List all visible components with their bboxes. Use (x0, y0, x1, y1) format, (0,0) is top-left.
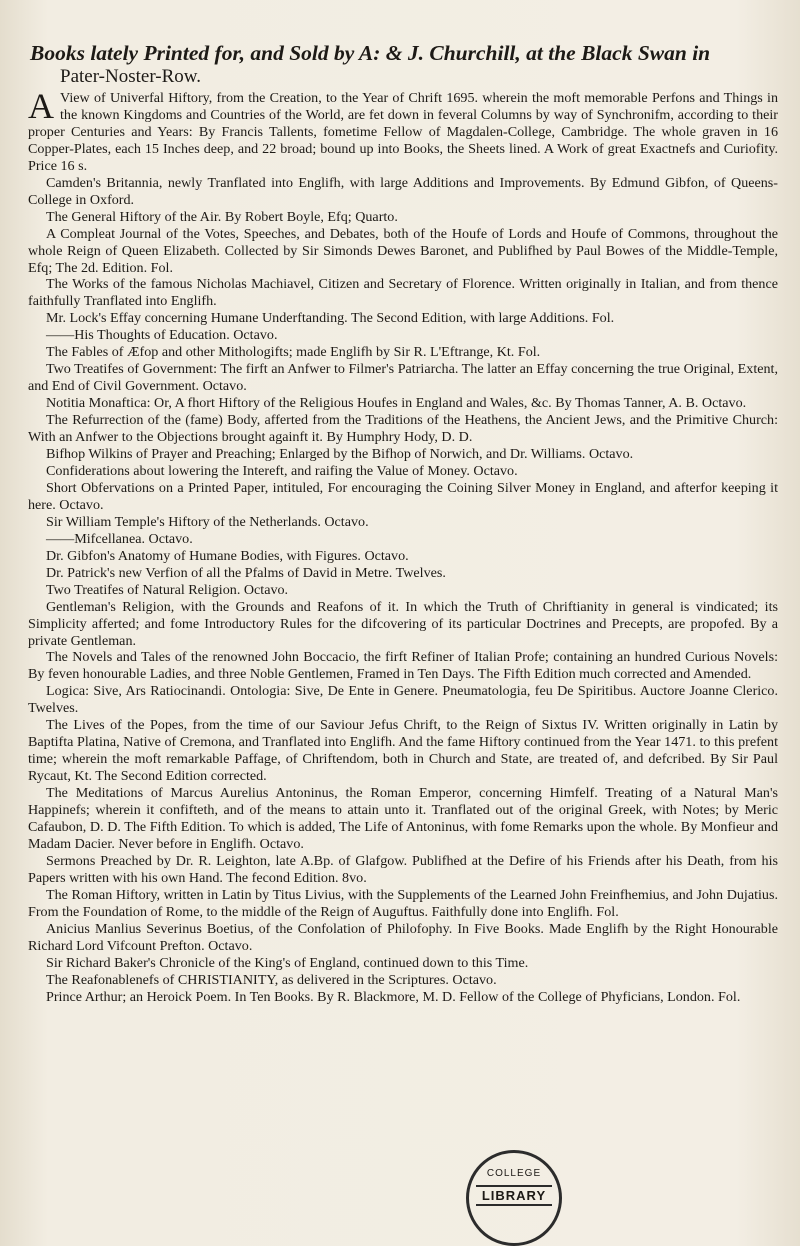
book-entry: The Novels and Tales of the renowned John Boccacio, the firft Refiner of Italian Profe; containing an hundred Curious Novels: By feven honourable Ladies, and three Noble Gentlemen, Framed in Ten Days. The Fifth Edition much corrected and Amended. (28, 649, 778, 683)
book-entry: Confiderations about lowering the Intereft, and raifing the Value of Money. Octavo. (46, 462, 518, 479)
book-list (28, 86, 778, 1005)
book-entry: Two Treatifes of Natural Religion. Octavo. (46, 581, 289, 598)
page-header: Books lately Printed for, and Sold by A: & J. Churchill, at the Black Swan in (30, 41, 711, 65)
stamp-label: LIBRARY (476, 1185, 552, 1206)
book-entry: ——Mifcellanea. Octavo. (46, 530, 193, 547)
book-entry: Prince Arthur; an Heroick Poem. In Ten Books. By R. Blackmore, M. D. Fellow of the College of Phyficians, London. Fol. (46, 988, 741, 1005)
book-entry: Dr. Gibfon's Anatomy of Humane Bodies, with Figures. Octavo. (46, 547, 409, 564)
book-entry: Camden's Britannia, newly Tranflated into Englifh, with large Additions and Improvements. By Edmund Gibfon, of Queens-College in Oxford. (28, 174, 778, 208)
book-entry: Logica: Sive, Ars Ratiocinandi. Ontologia: Sive, De Ente in Genere. Pneumatologia, feu De Spiritibus. Auctore Joanne Clerico. Twelves. (28, 683, 778, 717)
book-entry: Short Obfervations on a Printed Paper, intituled, For encouraging the Coining Silver Money in England, and afterfor keeping it here. Octavo. (28, 479, 778, 513)
book-entry: The Lives of the Popes, from the time of our Saviour Jefus Chrift, to the Reign of Sixtus IV. Written originally in Latin by Baptifta Platina, Native of Cremona, and Tranflated into Englifh. And the fame Hiftory continued from the Year 1471. to this prefent time; wherein the moft remarkable Paffage, of Chriftendom, both in Church and State, are treated of, and defcribed. By Sir Paul Rycaut, Kt. The Second Edition corrected. (28, 717, 778, 785)
book-entry: Mr. Lock's Effay concerning Humane Underftanding. The Second Edition, with large Additions. Fol. (46, 310, 615, 327)
book-entry: The Reafonablenefs of CHRISTIANITY, as delivered in the Scriptures. Octavo. (46, 971, 497, 988)
book-entry: Anicius Manlius Severinus Boetius, of the Confolation of Philofophy. In Five Books. Made Englifh by the Right Honourable Richard Lord Vifcount Prefton. Octavo. (28, 920, 778, 954)
book-entry: A Compleat Journal of the Votes, Speeches, and Debates, both of the Houfe of Lords and Houfe of Commons, throughout the whole Reign of Queen Elizabeth. Collected by Sir Simonds Dewes Baronet, and Publifhed by Paul Bowes of the Middle-Temple, Efq; The 2d. Edition. Fol. (28, 225, 778, 276)
book-entry: Sir Richard Baker's Chronicle of the King's of England, continued down to this Time. (46, 954, 529, 971)
book-entry: Sermons Preached by Dr. R. Leighton, late A.Bp. of Glafgow. Publifhed at the Defire of his Friends after his Death, from his Papers written with his own Hand. The fecond Edition. 8vo. (28, 852, 778, 886)
book-entry: The Refurrection of the (fame) Body, afferted from the Traditions of the Heathens, the Ancient Jews, and the Primitive Church: With an Anfwer to the Objections brought againft it. By Humphry Hody, D. D. (28, 412, 778, 446)
book-entry: Gentleman's Religion, with the Grounds and Reafons of it. In which the Truth of Chriftianity in general is vindicated; its Simplicity afferted; and fome Introductory Rules for the difcovering of its particular Doctrines and Precepts, are propofed. By a private Gentleman. (28, 598, 778, 649)
book-entry: The General Hiftory of the Air. By Robert Boyle, Efq; Quarto. (46, 208, 398, 225)
library-stamp (466, 1150, 562, 1246)
book-entry-text: View of Univerfal Hiftory, from the Creation, to the Year of Chrift 1695. wherein the moft memorable Perfons and Things in the known Kingdoms and Countries of the World, are fet down in feveral Columns by way of Synchronifm, according to their proper Centuries and Years: By Francis Tallents, fometime Fellow of Magdalen-College, Cambridge. The whole graven in 16 Copper-Plates, each 15 Inches deep, and 22 broad; bound up into Books, the Sheets lined. A Work of great Exactnefs and Curiofity. Price 16 s. (28, 90, 778, 174)
page-subheader: Pater-Noster-Row. (60, 66, 201, 87)
drop-capital: A (28, 86, 54, 126)
book-entry (28, 86, 778, 175)
book-entry: Dr. Patrick's new Verfion of all the Pfalms of David in Metre. Twelves. (46, 564, 446, 581)
book-entry: The Fables of Æfop and other Mithologifts; made Englifh by Sir R. L'Eftrange, Kt. Fol. (46, 344, 541, 361)
book-entry: Bifhop Wilkins of Prayer and Preaching; Enlarged by the Bifhop of Norwich, and Dr. Williams. Octavo. (46, 446, 634, 463)
book-entry: Sir William Temple's Hiftory of the Netherlands. Octavo. (46, 513, 369, 530)
book-entry: ——His Thoughts of Education. Octavo. (46, 327, 278, 344)
book-entry: The Meditations of Marcus Aurelius Antoninus, the Roman Emperor, concerning Himfelf. Treating of a Natural Man's Happinefs; wherein it confifteth, and of the means to attain unto it. Tranflated out of the original Greek, with Notes; by Meric Cafaubon, D. D. The Fifth Edition. To which is added, The Life of Antoninus, with fome Remarks upon the whole. By Monfieur and Madam Dacier. Never before in Englifh. Octavo. (28, 785, 778, 852)
book-entry: Notitia Monaftica: Or, A fhort Hiftory of the Religious Houfes in England and Wales, &c. By Thomas Tanner, A. B. Octavo. (46, 395, 747, 412)
book-entry: The Roman Hiftory, written in Latin by Titus Livius, with the Supplements of the Learned John Freinfhemius, and John Dujatius. From the Foundation of Rome, to the middle of the Reign of Auguftus. Faithfully done into Englifh. Fol. (28, 886, 778, 920)
book-entry: The Works of the famous Nicholas Machiavel, Citizen and Secretary of Florence. Written originally in Italian, and from thence faithfully Tranflated into Englifh. (28, 276, 778, 310)
stamp-top-text: COLLEGE (486, 1168, 542, 1179)
book-entry: Two Treatifes of Government: The firft an Anfwer to Filmer's Patriarcha. The latter an Effay concerning the true Original, Extent, and End of Civil Government. Octavo. (28, 361, 778, 395)
